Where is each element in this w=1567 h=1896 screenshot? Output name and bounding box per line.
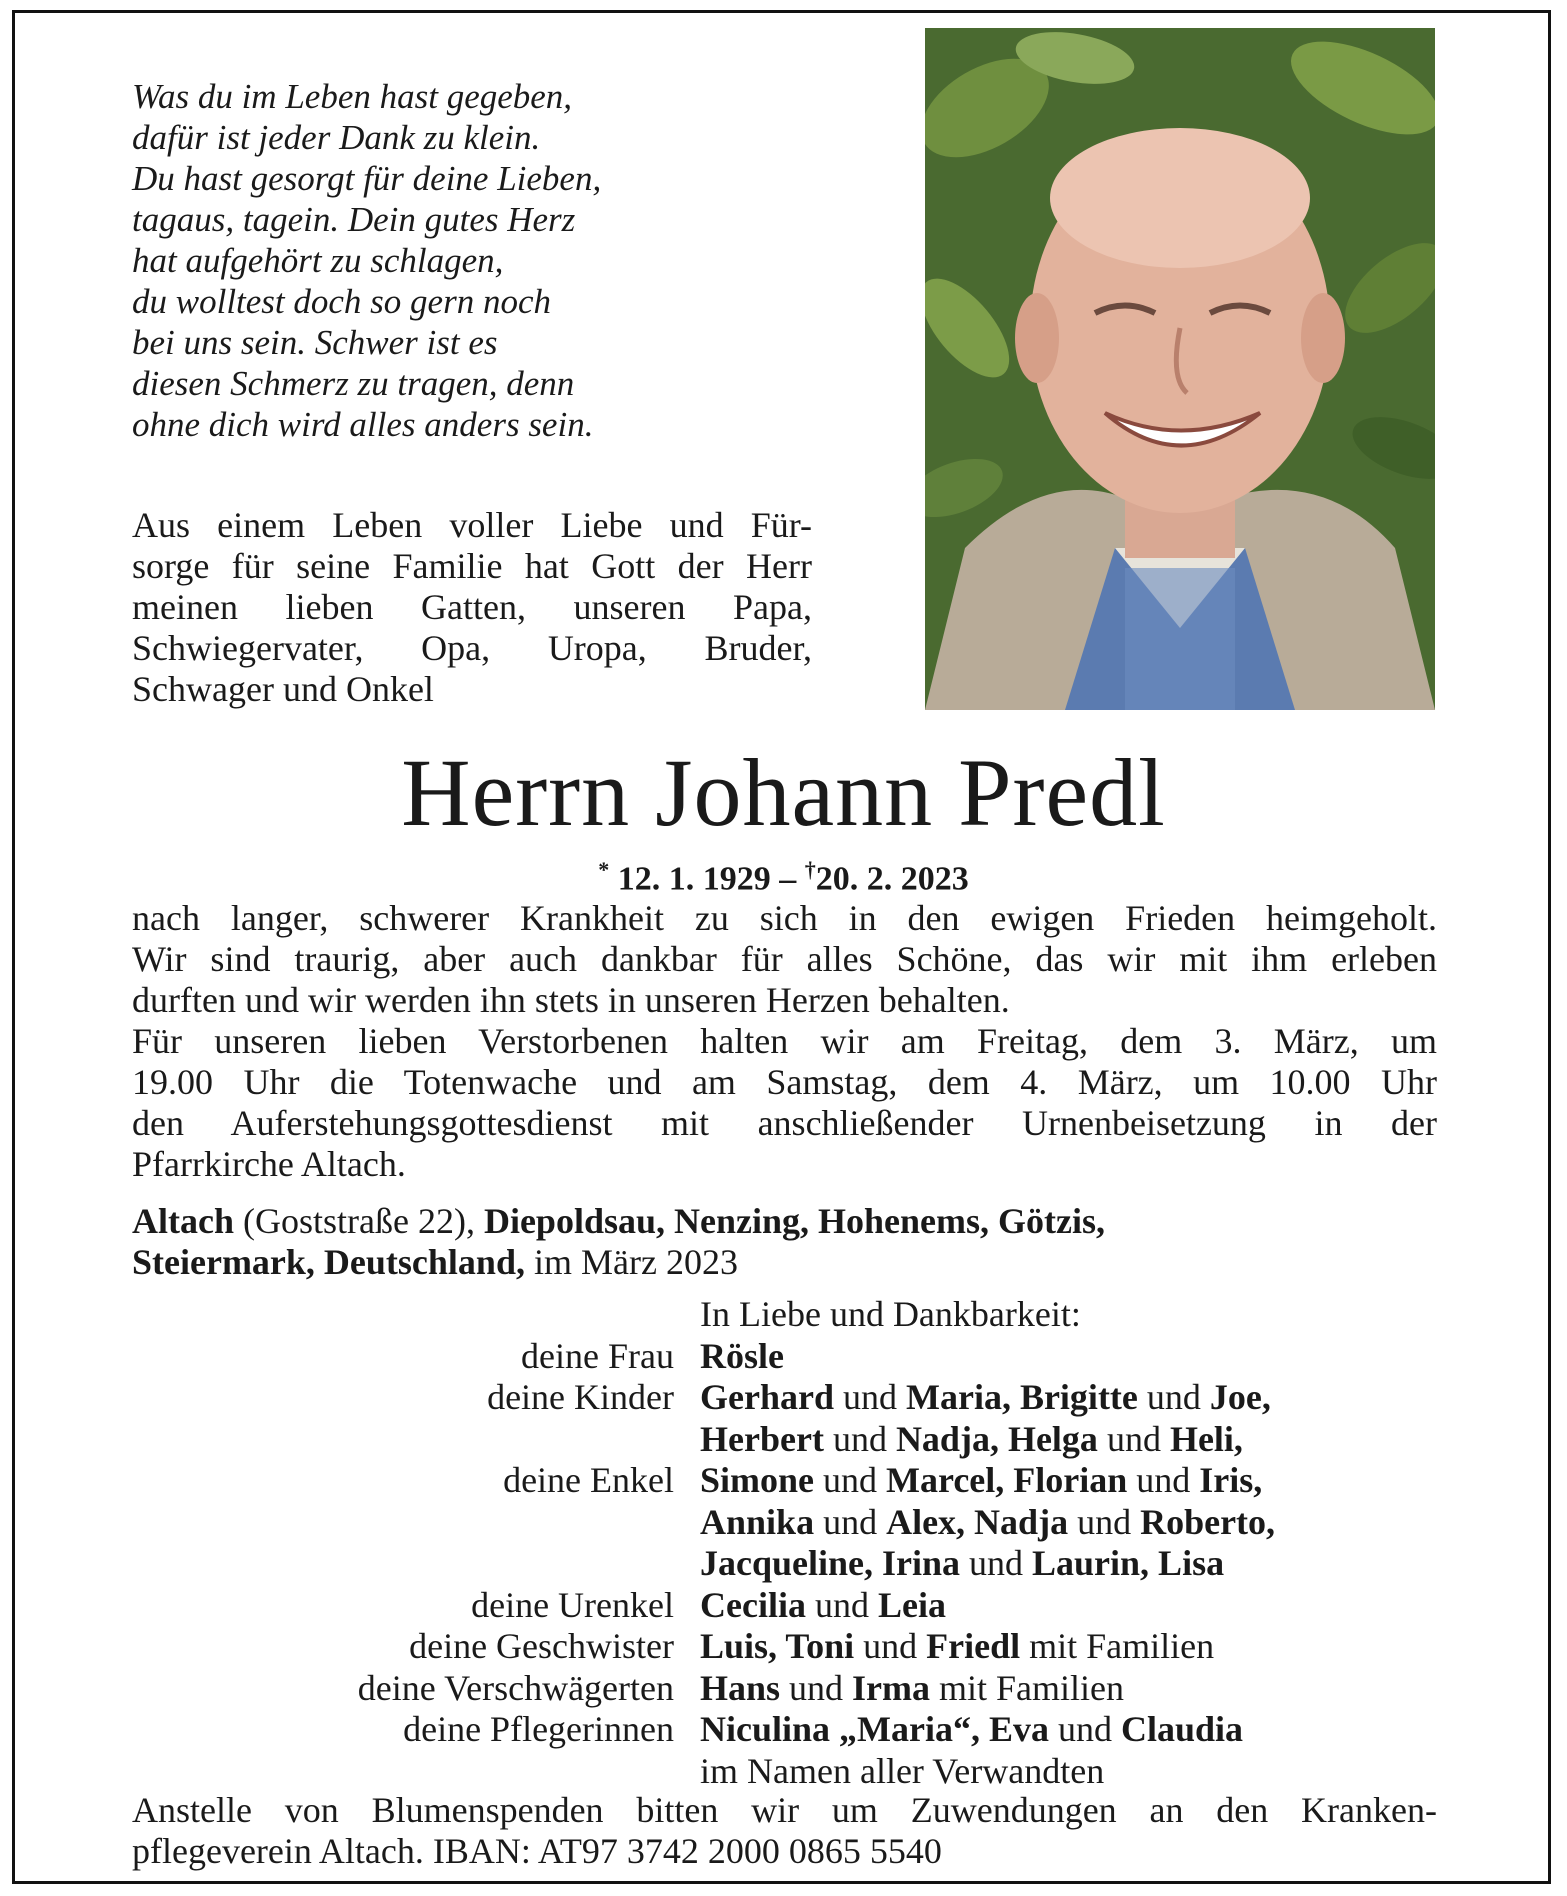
portrait-illustration (925, 28, 1435, 710)
name-wife: Rösle (700, 1335, 784, 1376)
body-line: nach langer, schwerer Krankheit zu sich in den ewigen Frieden heimgeholt. (132, 898, 1437, 938)
place-line-2 (132, 1242, 1442, 1283)
intro-line: Schwager und Onkel (132, 669, 434, 709)
place-line-1 (132, 1201, 1442, 1242)
poem-line: Du hast gesorgt für deine Lieben, (132, 159, 602, 198)
intro-line: Aus einem Leben voller Liebe und Für- (132, 505, 812, 545)
grandchild-name: Marcel, Florian (886, 1460, 1128, 1500)
with-families: mit Familien (1020, 1626, 1215, 1666)
inlaw-name: Irma (852, 1667, 931, 1708)
mourners-heading: In Liebe und Dankbarkeit: (700, 1294, 1081, 1334)
great-grandchild-name: Leia (877, 1584, 946, 1625)
child-name: Nadja, Helga (895, 1418, 1098, 1459)
mourner-row-grandchildren-3 (0, 1543, 1567, 1585)
role-siblings: deine Geschwister (409, 1626, 674, 1666)
child-name: Gerhard (700, 1377, 834, 1417)
mourner-row-children-2 (0, 1419, 1567, 1461)
conjunction: und (780, 1667, 853, 1708)
conjunction: und (814, 1501, 887, 1542)
mourner-row-children (0, 1377, 1567, 1419)
grandchild-name: Simone (700, 1460, 815, 1500)
poem (132, 76, 772, 445)
intro-line: sorge für seine Familie hat Gott der Herr (132, 546, 812, 586)
great-grandchild-name: Cecilia (700, 1584, 806, 1625)
mourner-row-great-grandchildren (0, 1585, 1567, 1627)
conjunction: und (823, 1418, 896, 1459)
mourner-row-relatives (0, 1751, 1567, 1793)
role-grandchildren: deine Enkel (503, 1460, 674, 1500)
role-inlaws: deine Verschwägerten (357, 1667, 674, 1708)
role-wife: deine Frau (521, 1335, 674, 1376)
mourner-row-inlaws (0, 1668, 1567, 1710)
with-families: mit Familien (930, 1667, 1125, 1708)
conjunction: und (833, 1377, 906, 1417)
poem-line: hat aufgehört zu schlagen, (132, 241, 504, 280)
conjunction: und (1097, 1418, 1170, 1459)
conjunction: und (1049, 1709, 1121, 1749)
sibling-name: Friedl (926, 1626, 1021, 1666)
place-list: Diepoldsau, Nenzing, Hohenems, Götzis, (483, 1201, 1105, 1241)
mourners-heading-row (0, 1294, 1567, 1336)
body-line: Pfarrkirche Altach. (132, 1144, 406, 1184)
carer-name: Claudia (1121, 1709, 1244, 1749)
body-line: durften und wir werden ihn stets in unseren Herzen behalten. (132, 980, 1010, 1020)
mourners-list (0, 1294, 1567, 1792)
mourner-row-wife (0, 1336, 1567, 1378)
grandchild-name: Laurin, Lisa (1032, 1543, 1225, 1583)
birth-date: 12. 1. 1929 (617, 860, 771, 898)
child-name: Joe, (1209, 1377, 1271, 1417)
body-line: Wir sind traurig, aber auch dankbar für alles Schöne, das wir mit ihm erleben (132, 939, 1437, 979)
conjunction: und (1137, 1377, 1210, 1417)
death-date: 20. 2. 2023 (815, 860, 969, 898)
body-text (132, 898, 1437, 1185)
poem-line: ohne dich wird alles anders sein. (132, 405, 594, 444)
body-line: Für unseren lieben Verstorbenen halten wir am Freitag, dem 3. März, um (132, 1021, 1437, 1061)
conjunction: und (960, 1543, 1033, 1583)
body-line: 19.00 Uhr die Totenwache und am Samstag, dem 4. März, um 10.00 Uhr (132, 1062, 1437, 1102)
mourner-row-grandchildren-2 (0, 1502, 1567, 1544)
carer-name: Niculina „Maria“, Eva (700, 1709, 1049, 1749)
relatives-note: im Namen aller Verwandten (700, 1750, 1105, 1791)
donation-note (132, 1790, 1437, 1872)
grandchild-name: Alex, Nadja (886, 1501, 1069, 1542)
intro-text (132, 505, 812, 710)
child-name: Herbert (700, 1418, 824, 1459)
grandchild-name: Iris, (1199, 1460, 1263, 1500)
place-list-2: Steiermark, Deutschland, (132, 1242, 525, 1282)
conjunction: und (1127, 1460, 1200, 1500)
poem-line: tagaus, tagein. Dein gutes Herz (132, 200, 576, 239)
grandchild-name: Annika (700, 1501, 815, 1542)
intro-line: meinen lieben Gatten, unseren Papa, (132, 587, 812, 627)
grandchild-name: Roberto, (1140, 1501, 1276, 1542)
mourner-row-carers (0, 1709, 1567, 1751)
child-name: Maria, Brigitte (905, 1377, 1138, 1417)
poem-line: du wolltest doch so gern noch (132, 282, 551, 321)
donation-line-iban: pflegeverein Altach. IBAN: AT97 3742 2000 0865 5540 (132, 1831, 942, 1871)
inlaw-name: Hans (700, 1667, 781, 1708)
poem-line: bei uns sein. Schwer ist es (132, 323, 498, 362)
mourner-row-grandchildren (0, 1460, 1567, 1502)
role-great-grandchildren: deine Urenkel (471, 1584, 674, 1625)
poem-line: dafür ist jeder Dank zu klein. (132, 118, 541, 157)
child-name: Heli, (1169, 1418, 1243, 1459)
conjunction: und (814, 1460, 887, 1500)
poem-line: diesen Schmerz zu tragen, denn (132, 364, 575, 403)
deceased-name: Herrn Johann Predl (401, 739, 1166, 846)
conjunction: und (1068, 1501, 1141, 1542)
portrait-photo (925, 28, 1435, 710)
sibling-name: Luis, Toni (700, 1626, 855, 1666)
place-address: (Goststraße 22), (234, 1201, 484, 1241)
place-main: Altach (132, 1201, 234, 1241)
date-separator: – (779, 860, 797, 898)
donation-line: Anstelle von Blumenspenden bitten wir um Zuwendungen an den Kranken- (132, 1790, 1437, 1830)
conjunction: und (805, 1584, 878, 1625)
life-dates (0, 850, 1567, 899)
conjunction: und (854, 1626, 927, 1666)
role-children: deine Kinder (487, 1377, 674, 1417)
birth-symbol: * (598, 857, 610, 882)
poem-line: Was du im Leben hast gegeben, (132, 77, 573, 116)
place-and-date (132, 1201, 1442, 1283)
mourner-row-siblings (0, 1626, 1567, 1668)
notice-date: im März 2023 (524, 1242, 738, 1282)
grandchild-name: Jacqueline, Irina (700, 1543, 961, 1583)
death-symbol: † (804, 857, 816, 882)
body-line: den Auferstehungsgottesdienst mit anschließender Urnenbeisetzung in der (132, 1103, 1437, 1143)
role-carers: deine Pflegerinnen (403, 1709, 674, 1749)
intro-line: Schwiegervater, Opa, Uropa, Bruder, (132, 628, 812, 668)
